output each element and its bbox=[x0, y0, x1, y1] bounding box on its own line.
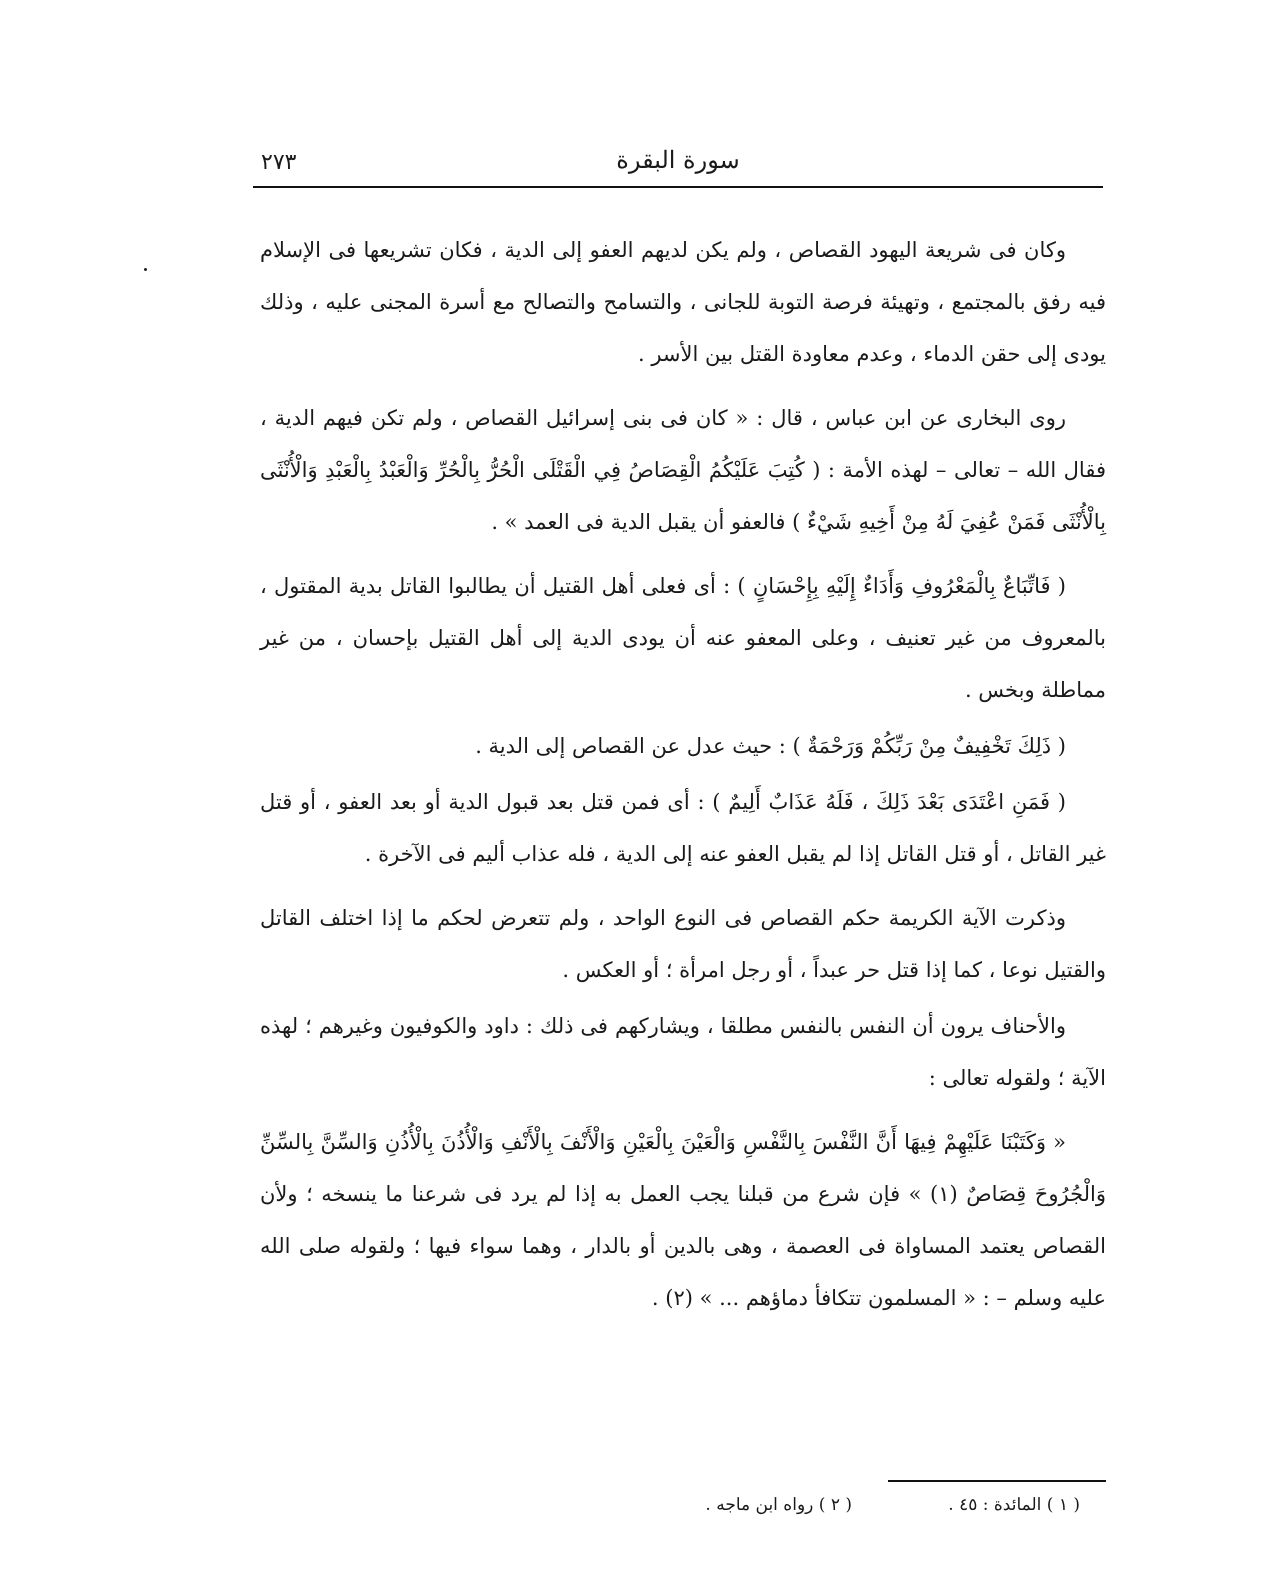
paragraph-hanafi-view: والأحناف يرون أن النفس بالنفس مطلقا ، ويشاركهم فى ذلك : داود والكوفيون وغيرهم ؛ لهذه الآية ؛ ولقوله تعالى : bbox=[260, 1014, 1106, 1090]
paragraph-bukhari-narration: روى البخارى عن ابن عباس ، قال : « كان فى بنى إسرائيل القصاص ، ولم تكن فيهم الدية ، فقال الله – تعالى – لهذه الأمة : ( كُتِبَ عَلَيْكُمُ الْقِصَاصُ فِي الْقَتْلَى الْحُرُّ بِالْحُرِّ وَالْعَبْدُ بِالْعَبْدِ وَالْأُنْثَى بِالْأُنْثَى فَمَنْ عُفِيَ لَهُ مِنْ أَخِيهِ شَيْءٌ ) فالعفو أن يقبل الدية فى العمد » . bbox=[260, 406, 1106, 534]
paragraph-jewish-law: وكان فى شريعة اليهود القصاص ، ولم يكن لديهم العفو إلى الدية ، فكان تشريعها فى الإسلام فيه رفق بالمجتمع ، وتهيئة فرصة التوبة للجانى ، والتسامح والتصالح مع أسرة المجنى عليه ، وذلك يودى إلى حقن الدماء ، وعدم معاودة القتل بين الأسر . bbox=[260, 238, 1106, 366]
paragraph-life-for-life: « وَكَتَبْنَا عَلَيْهِمْ فِيهَا أَنَّ النَّفْسَ بِالنَّفْسِ وَالْعَيْنَ بِالْعَيْنِ وَالْأَنْفَ بِالْأَنْفِ وَالْأُذُنَ بِالْأُذُنِ وَالسِّنَّ بِالسِّنِّ وَالْجُرُوحَ قِصَاصٌ (١) » فإن شرع من قبلنا يجب العمل به إذا لم يرد فى شرعنا ما ينسخه ؛ ولأن القصاص يعتمد المساواة فى العصمة ، وهى بالدين أو بالدار ، وهما سواء فيها ؛ ولقوله صلى الله عليه وسلم – : « المسلمون تتكافأ دماؤهم ... » (٢) . bbox=[260, 1130, 1107, 1310]
paragraph-follow-with-kindness: ( فَاتِّبَاعٌ بِالْمَعْرُوفِ وَأَدَاءٌ إِلَيْهِ بِإِحْسَانٍ ) : أى فعلى أهل القتيل أن يطالبوا القاتل بدية المقتول ، بالمعروف من غير تعنيف ، وعلى المعفو عنه أن يودى الدية إلى أهل القتيل بإحسان ، من غير مماطلة وبخس . bbox=[260, 574, 1106, 702]
paragraph-same-kind: وذكرت الآية الكريمة حكم القصاص فى النوع الواحد ، ولم تتعرض لحكم ما إذا اختلف القاتل والقتيل نوعا ، كما إذا قتل حر عبداً ، أو رجل امرأة ؛ أو العكس . bbox=[260, 906, 1106, 982]
footnote-2: ( ٢ ) رواه ابن ماجه . bbox=[705, 1495, 852, 1515]
ink-speck bbox=[144, 268, 147, 271]
body-text bbox=[260, 224, 1106, 1324]
footnote-1: ( ١ ) المائدة : ٤٥ . bbox=[948, 1495, 1080, 1515]
page-number: ٢٧٣ bbox=[261, 150, 297, 175]
footnotes bbox=[640, 1495, 1080, 1525]
paragraph-transgression: ( فَمَنِ اعْتَدَى بَعْدَ ذَلِكَ ، فَلَهُ عَذَابٌ أَلِيمٌ ) : أى فمن قتل بعد قبول الدية أو بعد العفو ، أو قتل غير القاتل ، أو قتل القاتل إذا لم يقبل العفو عنه إلى الدية ، فله عذاب أليم فى الآخرة . bbox=[260, 790, 1106, 866]
header-rule bbox=[253, 186, 1103, 188]
running-title: سورة البقرة bbox=[616, 146, 740, 174]
footnote-rule bbox=[888, 1480, 1106, 1482]
paragraph-alleviation: ( ذَلِكَ تَخْفِيفٌ مِنْ رَبِّكُمْ وَرَحْمَةٌ ) : حيث عدل عن القصاص إلى الدية . bbox=[475, 734, 1066, 758]
page-header bbox=[253, 140, 1103, 188]
